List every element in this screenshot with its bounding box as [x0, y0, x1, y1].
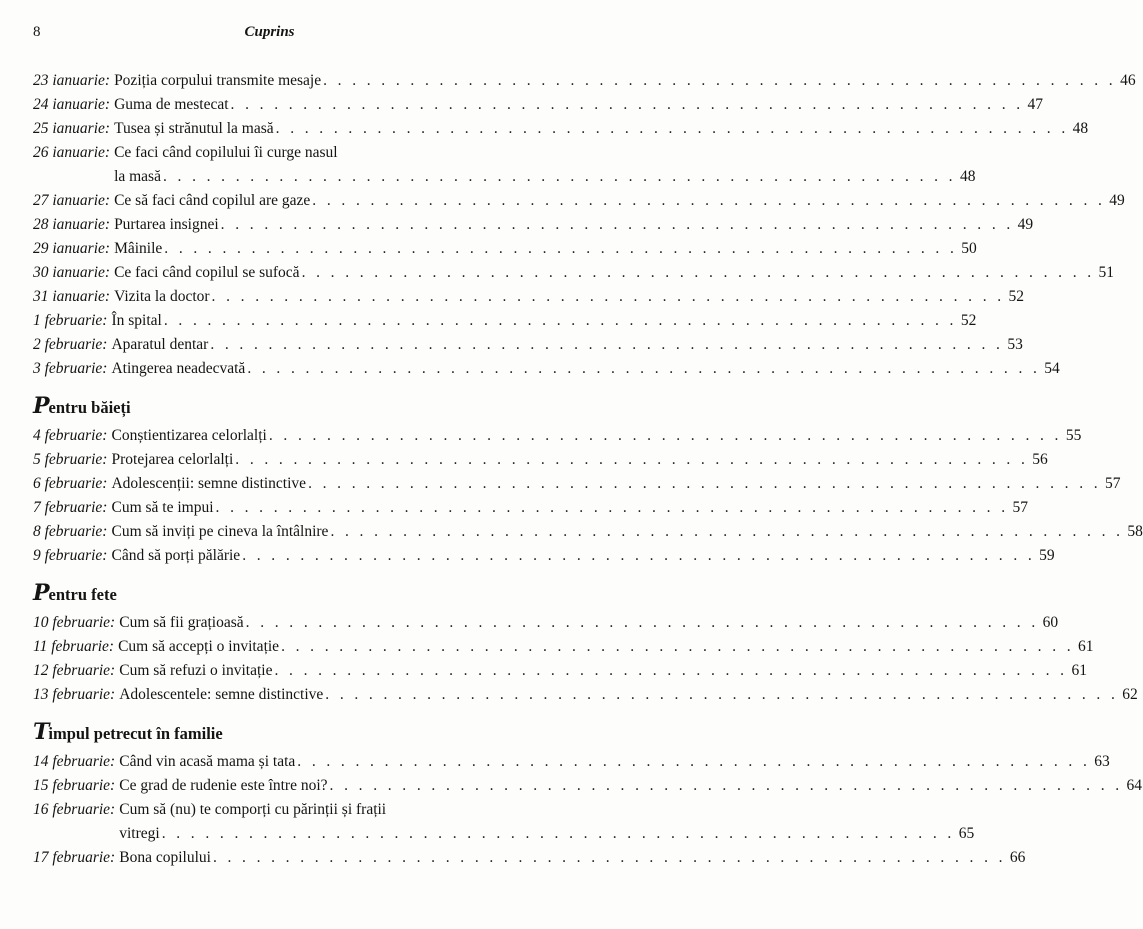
toc-entry-page: 60	[1042, 614, 1059, 631]
page-number: 8	[33, 24, 41, 40]
leader-dots: . . . . . . . . . . . . . . . . . . . . . . . . . . . . . . . . . . . . . . . . . . . . . . . . . . . . . . .	[163, 312, 957, 329]
toc-entry-page: 56	[1032, 451, 1048, 468]
toc-entry-body	[114, 261, 1115, 285]
toc-entry-date: 3 februarie:	[33, 360, 108, 377]
toc-entry-line	[111, 357, 1060, 381]
toc-entry-date: 2 februarie:	[33, 336, 108, 353]
toc-entry-title: Conștientizarea celorlalți	[111, 427, 267, 444]
leader-dots: . . . . . . . . . . . . . . . . . . . . . . . . . . . . . . . . . . . . . . . . . . . . . . . . . . . . . . .	[212, 849, 1006, 866]
toc-entry-page: 49	[1109, 192, 1125, 209]
toc-entry[interactable]	[33, 683, 1138, 707]
toc-entry-page: 54	[1044, 360, 1060, 377]
toc-entry-body	[119, 659, 1087, 683]
toc-entry-line	[119, 822, 975, 846]
leader-dots: . . . . . . . . . . . . . . . . . . . . . . . . . . . . . . . . . . . . . . . . . . . . . . . . . . . . . . .	[210, 336, 1004, 353]
toc-entry-body	[111, 496, 1029, 520]
leader-dots: . . . . . . . . . . . . . . . . . . . . . . . . . . . . . . . . . . . . . . . . . . . . . . . . . . . . . . .	[245, 614, 1039, 631]
toc-entry-page: 55	[1065, 427, 1082, 444]
toc-entry-date: 13 februarie:	[33, 686, 116, 703]
toc-entry-page: 58	[1127, 523, 1143, 540]
section-heading-text: impul petrecut în familie	[48, 724, 223, 743]
toc-entry-page: 53	[1007, 336, 1023, 353]
toc-entry[interactable]	[33, 544, 1055, 568]
toc-entry-line	[119, 798, 513, 822]
toc-entry[interactable]	[33, 189, 1125, 213]
toc-entry[interactable]	[33, 659, 1087, 683]
toc-entry-page: 66	[1009, 849, 1026, 866]
toc-entry[interactable]	[33, 261, 1115, 285]
toc-entry-body	[114, 189, 1125, 213]
toc-entry-body	[119, 611, 1059, 635]
toc-entry-date: 24 ianuarie:	[33, 96, 111, 113]
leader-dots: . . . . . . . . . . . . . . . . . . . . . . . . . . . . . . . . . . . . . . . . . . . . . . . . . . . . . . .	[220, 216, 1014, 233]
toc-entry-body	[114, 285, 1025, 309]
leader-dots: . . . . . . . . . . . . . . . . . . . . . . . . . . . . . . . . . . . . . . . . . . . . . . . . . . . . . . .	[312, 192, 1106, 209]
toc-entry-title: Mâinile	[114, 240, 163, 257]
toc-entry-page: 65	[958, 825, 975, 842]
toc-entry-title: Ce să faci când copilul are gaze	[114, 192, 311, 209]
toc-entry-body	[118, 635, 1094, 659]
leader-dots: . . . . . . . . . . . . . . . . . . . . . . . . . . . . . . . . . . . . . . . . . . . . . . . . . . . . . . .	[242, 547, 1036, 564]
toc-entry-line	[111, 448, 1048, 472]
toc-entry[interactable]	[33, 774, 1143, 798]
toc-entry-line	[111, 520, 1143, 544]
toc-entry-date: 16 februarie:	[33, 801, 116, 818]
toc-entry[interactable]	[33, 69, 1136, 93]
toc-entry-line	[111, 424, 1082, 448]
leader-dots: . . . . . . . . . . . . . . . . . . . . . . . . . . . . . . . . . . . . . . . . . . . . . . . . . . . . . . .	[161, 825, 955, 842]
toc-entry-body	[111, 448, 1048, 472]
leader-dots: . . . . . . . . . . . . . . . . . . . . . . . . . . . . . . . . . . . . . . . . . . . . . . . . . . . . . . .	[323, 72, 1117, 89]
toc-entry-page: 49	[1017, 216, 1034, 233]
toc-entry[interactable]	[33, 117, 1089, 141]
toc-entry-body	[114, 69, 1136, 93]
toc-entry-page: 48	[1072, 120, 1089, 137]
toc-entry-date: 26 ianuarie:	[33, 144, 111, 161]
page-header	[0, 24, 539, 46]
toc-entry-date: 4 februarie:	[33, 427, 108, 444]
toc-entry[interactable]	[33, 472, 1121, 496]
leader-dots: . . . . . . . . . . . . . . . . . . . . . . . . . . . . . . . . . . . . . . . . . . . . . . . . . . . . . . .	[211, 288, 1005, 305]
toc-entry-line	[111, 472, 1121, 496]
toc-entry-date: 28 ianuarie:	[33, 216, 111, 233]
toc-entry-title: vitregi	[119, 825, 160, 842]
toc-entry[interactable]	[33, 424, 1082, 448]
toc-entry-page: 62	[1122, 686, 1138, 703]
toc-entry-line	[114, 213, 1034, 237]
toc-entry-page: 61	[1071, 662, 1087, 679]
leader-dots: . . . . . . . . . . . . . . . . . . . . . . . . . . . . . . . . . . . . . . . . . . . . . . . . . . . . . . .	[274, 662, 1068, 679]
toc-entry[interactable]	[33, 357, 1060, 381]
toc-entry-date: 7 februarie:	[33, 499, 108, 516]
toc-entry-title: În spital	[111, 312, 162, 329]
leader-dots: . . . . . . . . . . . . . . . . . . . . . . . . . . . . . . . . . . . . . . . . . . . . . . . . . . . . . . .	[325, 686, 1119, 703]
toc-entry-page: 52	[960, 312, 977, 329]
toc-entry-title-line1: Cum să (nu) te comporți cu părinții și frații	[119, 801, 387, 818]
table-of-contents	[33, 69, 1143, 870]
toc-entry-line	[119, 750, 1110, 774]
toc-entry-body	[111, 472, 1121, 496]
toc-entry-page: 52	[1008, 288, 1025, 305]
toc-entry-date: 14 februarie:	[33, 753, 116, 770]
toc-entry[interactable]	[33, 798, 975, 846]
leader-dots: . . . . . . . . . . . . . . . . . . . . . . . . . . . . . . . . . . . . . . . . . . . . . . . . . . . . . . .	[268, 427, 1062, 444]
toc-entry-title: Ce faci când copilul se sufocă	[114, 264, 300, 281]
toc-entry-line	[114, 285, 1025, 309]
toc-entry[interactable]	[33, 750, 1110, 774]
toc-entry-page: 51	[1098, 264, 1115, 281]
toc-entry-page: 48	[959, 168, 976, 185]
toc-entry-page: 59	[1039, 547, 1055, 564]
toc-entry-line	[111, 496, 1029, 520]
section-heading-initial: P	[33, 580, 49, 606]
toc-entry-line	[114, 237, 977, 261]
leader-dots: . . . . . . . . . . . . . . . . . . . . . . . . . . . . . . . . . . . . . . . . . . . . . . . . . . . . . . .	[330, 523, 1124, 540]
toc-entry[interactable]	[33, 635, 1094, 659]
toc-entry-title: Bona copilului	[119, 849, 211, 866]
toc-entry-body	[114, 117, 1089, 141]
toc-entry[interactable]	[33, 496, 1029, 520]
toc-entry-title: Poziția corpului transmite mesaje	[114, 72, 322, 89]
toc-entry-line	[119, 846, 1026, 870]
section-heading-initial: P	[33, 393, 49, 419]
toc-entry-date: 15 februarie:	[33, 777, 116, 794]
toc-entry-body	[111, 309, 977, 333]
toc-entry-date: 12 februarie:	[33, 662, 116, 679]
toc-entry-body	[119, 846, 1026, 870]
toc-entry-page: 63	[1094, 753, 1110, 770]
toc-entry-date: 31 ianuarie:	[33, 288, 111, 305]
toc-entry-body	[111, 357, 1060, 381]
leader-dots: . . . . . . . . . . . . . . . . . . . . . . . . . . . . . . . . . . . . . . . . . . . . . . . . . . . . . . .	[247, 360, 1041, 377]
toc-entry-title: Adolescenții: semne distinctive	[111, 475, 307, 492]
section-heading	[33, 581, 513, 607]
toc-entry-line	[114, 141, 513, 165]
toc-entry[interactable]	[33, 141, 976, 189]
toc-entry-body	[119, 683, 1138, 707]
toc-entry-title: Cum să accepți o invitație	[118, 638, 280, 655]
toc-entry-line	[119, 683, 1138, 707]
toc-entry-title: Cum să inviți pe cineva la întâlnire	[111, 523, 329, 540]
leader-dots: . . . . . . . . . . . . . . . . . . . . . . . . . . . . . . . . . . . . . . . . . . . . . . . . . . . . . . .	[308, 475, 1102, 492]
toc-entry-body	[119, 750, 1110, 774]
leader-dots: . . . . . . . . . . . . . . . . . . . . . . . . . . . . . . . . . . . . . . . . . . . . . . . . . . . . . . .	[275, 120, 1069, 137]
toc-entry-body	[114, 213, 1034, 237]
toc-entry[interactable]	[33, 448, 1048, 472]
toc-entry-line	[114, 69, 1136, 93]
toc-entry-title: Guma de mestecat	[114, 96, 229, 113]
toc-entry-line	[111, 333, 1023, 357]
toc-entry-page: 61	[1078, 638, 1094, 655]
leader-dots: . . . . . . . . . . . . . . . . . . . . . . . . . . . . . . . . . . . . . . . . . . . . . . . . . . . . . . .	[215, 499, 1009, 516]
section-heading	[33, 394, 513, 420]
section-heading-initial: T	[33, 719, 49, 745]
toc-entry-line	[111, 544, 1055, 568]
toc-entry[interactable]	[33, 846, 1026, 870]
toc-entry-date: 6 februarie:	[33, 475, 108, 492]
toc-entry-title: Tusea și strănutul la masă	[114, 120, 274, 137]
toc-entry-line	[119, 611, 1059, 635]
toc-entry-date: 27 ianuarie:	[33, 192, 111, 209]
toc-entry-line	[114, 93, 1044, 117]
leader-dots: . . . . . . . . . . . . . . . . . . . . . . . . . . . . . . . . . . . . . . . . . . . . . . . . . . . . . . .	[230, 96, 1024, 113]
toc-entry-date: 8 februarie:	[33, 523, 108, 540]
toc-entry-title: Când să porți pălărie	[111, 547, 241, 564]
toc-entry-title: Adolescentele: semne distinctive	[119, 686, 324, 703]
toc-entry-title: Cum să te impui	[111, 499, 214, 516]
toc-entry-title: Vizita la doctor	[114, 288, 210, 305]
toc-entry-page: 46	[1120, 72, 1136, 89]
leader-dots: . . . . . . . . . . . . . . . . . . . . . . . . . . . . . . . . . . . . . . . . . . . . . . . . . . . . . . .	[164, 240, 958, 257]
toc-entry-title: Cum să fii grațioasă	[119, 614, 244, 631]
toc-entry[interactable]	[33, 611, 1059, 635]
leader-dots: . . . . . . . . . . . . . . . . . . . . . . . . . . . . . . . . . . . . . . . . . . . . . . . . . . . . . . .	[297, 753, 1091, 770]
toc-entry-body	[114, 93, 1044, 117]
toc-entry-title: Când vin acasă mama și tata	[119, 753, 296, 770]
toc-entry-date: 25 ianuarie:	[33, 120, 111, 137]
toc-entry[interactable]	[33, 285, 1025, 309]
toc-entry-body	[111, 544, 1055, 568]
toc-entry-body	[114, 237, 977, 261]
toc-entry-body	[111, 333, 1023, 357]
toc-entry-line	[114, 165, 976, 189]
toc-entry-page: 47	[1027, 96, 1044, 113]
toc-entry-title: Atingerea neadecvată	[111, 360, 246, 377]
toc-entry[interactable]	[33, 237, 977, 261]
toc-entry-line	[119, 659, 1087, 683]
toc-entry-date: 11 februarie:	[33, 638, 115, 655]
toc-entry[interactable]	[33, 520, 1143, 544]
toc-entry-body	[111, 424, 1082, 448]
toc-entry-page: 57	[1105, 475, 1121, 492]
toc-entry-page: 57	[1012, 499, 1029, 516]
toc-entry-body	[119, 798, 975, 846]
toc-entry-date: 29 ianuarie:	[33, 240, 111, 257]
toc-entry-page: 50	[961, 240, 977, 257]
toc-entry-title: Purtarea insignei	[114, 216, 219, 233]
section-heading-text: entru băieți	[48, 398, 131, 417]
section-heading-text: entru fete	[48, 585, 117, 604]
toc-entry-date: 9 februarie:	[33, 547, 108, 564]
toc-entry-line	[114, 261, 1115, 285]
toc-entry-title: Cum să refuzi o invitație	[119, 662, 273, 679]
leader-dots: . . . . . . . . . . . . . . . . . . . . . . . . . . . . . . . . . . . . . . . . . . . . . . . . . . . . . . .	[235, 451, 1029, 468]
toc-entry-body	[119, 774, 1143, 798]
leader-dots: . . . . . . . . . . . . . . . . . . . . . . . . . . . . . . . . . . . . . . . . . . . . . . . . . . . . . . .	[281, 638, 1075, 655]
section-heading	[33, 720, 513, 746]
toc-entry-line	[114, 189, 1125, 213]
toc-entry-line	[114, 117, 1089, 141]
toc-entry-date: 5 februarie:	[33, 451, 108, 468]
toc-entry-date: 10 februarie:	[33, 614, 116, 631]
toc-entry-title-line1: Ce faci când copilului îi curge nasul	[114, 144, 338, 161]
toc-entry-body	[111, 520, 1143, 544]
running-title: Cuprins	[244, 24, 295, 40]
toc-entry-page: 64	[1126, 777, 1143, 794]
toc-entry-date: 30 ianuarie:	[33, 264, 111, 281]
toc-entry-date: 17 februarie:	[33, 849, 116, 866]
toc-entry[interactable]	[33, 309, 977, 333]
toc-entry-line	[111, 309, 977, 333]
toc-entry[interactable]	[33, 333, 1023, 357]
toc-entry[interactable]	[33, 93, 1044, 117]
toc-entry-title: Protejarea celorlalți	[111, 451, 234, 468]
toc-entry-title: Aparatul dentar	[111, 336, 209, 353]
toc-entry-line	[118, 635, 1094, 659]
toc-entry-title: la masă	[114, 168, 161, 185]
toc-entry[interactable]	[33, 213, 1034, 237]
leader-dots: . . . . . . . . . . . . . . . . . . . . . . . . . . . . . . . . . . . . . . . . . . . . . . . . . . . . . . .	[162, 168, 956, 185]
toc-entry-date: 1 februarie:	[33, 312, 108, 329]
toc-entry-body	[114, 141, 976, 189]
toc-entry-title: Ce grad de rudenie este între noi?	[119, 777, 328, 794]
toc-entry-line	[119, 774, 1143, 798]
leader-dots: . . . . . . . . . . . . . . . . . . . . . . . . . . . . . . . . . . . . . . . . . . . . . . . . . . . . . . .	[329, 777, 1123, 794]
toc-entry-date: 23 ianuarie:	[33, 72, 111, 89]
leader-dots: . . . . . . . . . . . . . . . . . . . . . . . . . . . . . . . . . . . . . . . . . . . . . . . . . . . . . . .	[301, 264, 1095, 281]
